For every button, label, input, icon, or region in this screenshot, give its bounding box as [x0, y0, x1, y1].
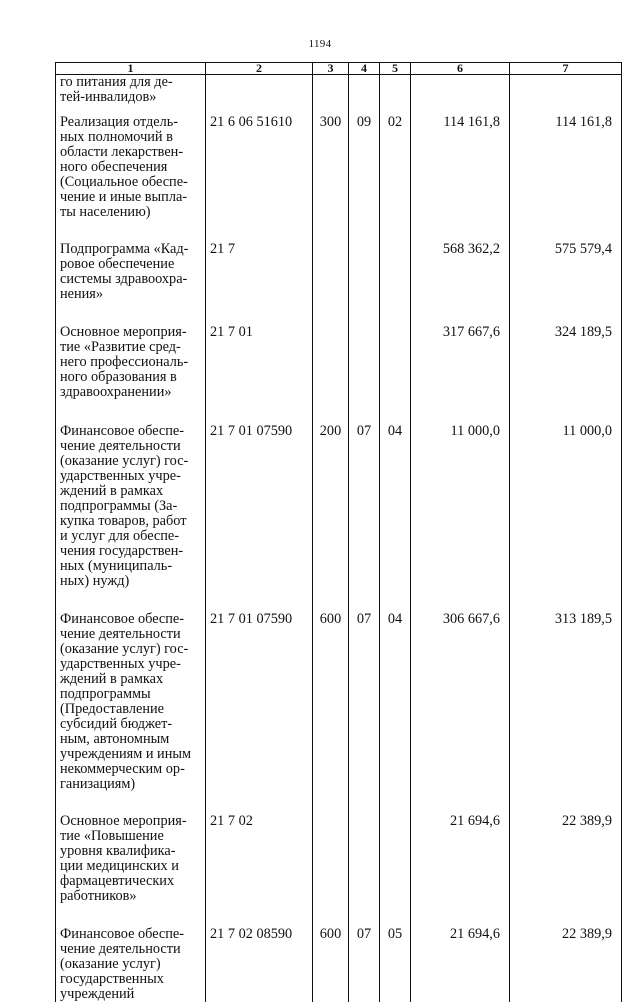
- row-name-line: ударственных учре-: [60, 469, 203, 484]
- table-row: [56, 325, 622, 424]
- row-name-line: ных (муниципаль-: [60, 559, 203, 574]
- row-name-line: учреждениям и иным: [60, 747, 203, 762]
- row-code: 21 6 06 51610: [206, 115, 313, 242]
- row-name: [56, 75, 206, 116]
- row-code: 21 7 01: [206, 325, 313, 424]
- row-subsection: [380, 325, 411, 424]
- column-header-6: 6: [411, 63, 510, 75]
- row-name-line: Финансовое обеспе-: [60, 927, 203, 942]
- row-amount-col6: 11 000,0: [411, 424, 510, 612]
- row-name-line: чение деятельности: [60, 439, 203, 454]
- row-name-line: Основное мероприя-: [60, 814, 203, 829]
- row-name-line: ждений в рамках: [60, 672, 203, 687]
- row-name-line: Финансовое обеспе-: [60, 612, 203, 627]
- row-name-line: тей-инвалидов»: [60, 90, 203, 105]
- row-type-code: [313, 242, 349, 325]
- row-type-code: 300: [313, 115, 349, 242]
- row-type-code: 600: [313, 612, 349, 814]
- row-name-line: ных) нужд): [60, 574, 203, 589]
- row-name-line: здравоохранении»: [60, 385, 203, 400]
- page-number: 1194: [0, 38, 640, 50]
- row-name-line: ударственных учре-: [60, 657, 203, 672]
- table-row: [56, 814, 622, 927]
- row-section: [349, 242, 380, 325]
- row-subsection: [380, 814, 411, 927]
- row-amount-col6: 21 694,6: [411, 814, 510, 927]
- table-row: [56, 927, 622, 1002]
- row-name-line: ного обеспечения: [60, 160, 203, 175]
- row-subsection: 04: [380, 612, 411, 814]
- column-header-1: 1: [56, 63, 206, 75]
- row-name-line: (Социальное обеспе-: [60, 175, 203, 190]
- row-code: 21 7 02: [206, 814, 313, 927]
- row-amount-col7: 22 389,9: [510, 927, 622, 1002]
- row-name-line: чения государствен-: [60, 544, 203, 559]
- row-amount-col7: 22 389,9: [510, 814, 622, 927]
- table-row: [56, 242, 622, 325]
- row-name: [56, 424, 206, 612]
- row-name-line: (Предоставление: [60, 702, 203, 717]
- row-amount-col7: 11 000,0: [510, 424, 622, 612]
- row-section: [349, 814, 380, 927]
- row-name-line: чение и иные выпла-: [60, 190, 203, 205]
- column-header-5: 5: [380, 63, 411, 75]
- row-amount-col6: 306 667,6: [411, 612, 510, 814]
- row-name-line: ганизациям): [60, 777, 203, 792]
- table-row: [56, 424, 622, 612]
- row-name-line: некоммерческим ор-: [60, 762, 203, 777]
- row-section: [349, 75, 380, 116]
- row-name-line: и услуг для обеспе-: [60, 529, 203, 544]
- row-name-line: ного образования в: [60, 370, 203, 385]
- row-name: [56, 325, 206, 424]
- row-amount-col7: 575 579,4: [510, 242, 622, 325]
- row-name-line: чение деятельности: [60, 627, 203, 642]
- row-name-line: государственных: [60, 972, 203, 987]
- column-header-3: 3: [313, 63, 349, 75]
- row-name-line: области лекарствен-: [60, 145, 203, 160]
- row-name-line: (оказание услуг) гос-: [60, 642, 203, 657]
- row-section: 07: [349, 612, 380, 814]
- row-amount-col6: 317 667,6: [411, 325, 510, 424]
- row-name-line: подпрограммы (За-: [60, 499, 203, 514]
- row-code: 21 7 02 08590: [206, 927, 313, 1002]
- row-name-line: (оказание услуг) гос-: [60, 454, 203, 469]
- row-amount-col6: [411, 75, 510, 116]
- row-amount-col7: 114 161,8: [510, 115, 622, 242]
- row-type-code: [313, 325, 349, 424]
- row-code: 21 7 01 07590: [206, 424, 313, 612]
- row-name-line: ным, автономным: [60, 732, 203, 747]
- row-name-line: него профессиональ-: [60, 355, 203, 370]
- budget-table: [55, 62, 622, 1002]
- row-name-line: ровое обеспечение: [60, 257, 203, 272]
- row-amount-col6: 568 362,2: [411, 242, 510, 325]
- row-amount-col6: 21 694,6: [411, 927, 510, 1002]
- row-amount-col6: 114 161,8: [411, 115, 510, 242]
- row-name-line: тие «Развитие сред-: [60, 340, 203, 355]
- column-header-2: 2: [206, 63, 313, 75]
- row-subsection: 04: [380, 424, 411, 612]
- row-section: 07: [349, 927, 380, 1002]
- row-name-line: нения»: [60, 287, 203, 302]
- row-name-line: системы здравоохра-: [60, 272, 203, 287]
- row-type-code: 600: [313, 927, 349, 1002]
- row-name-line: тие «Повышение: [60, 829, 203, 844]
- row-name-line: чение деятельности: [60, 942, 203, 957]
- header-row: [56, 63, 622, 75]
- row-subsection: 05: [380, 927, 411, 1002]
- row-code: [206, 75, 313, 116]
- row-section: 09: [349, 115, 380, 242]
- row-name-line: подпрограммы: [60, 687, 203, 702]
- row-name-line: Подпрограмма «Кад-: [60, 242, 203, 257]
- row-code: 21 7 01 07590: [206, 612, 313, 814]
- row-name-line: ты населению): [60, 205, 203, 220]
- row-amount-col7: [510, 75, 622, 116]
- row-name-line: (оказание услуг): [60, 957, 203, 972]
- row-section: 07: [349, 424, 380, 612]
- row-name-line: уровня квалифика-: [60, 844, 203, 859]
- table-body: [56, 75, 622, 1002]
- row-name-line: го питания для де-: [60, 75, 203, 90]
- row-name-line: Основное мероприя-: [60, 325, 203, 340]
- row-name-line: ных полномочий в: [60, 130, 203, 145]
- row-name-line: Реализация отдель-: [60, 115, 203, 130]
- row-type-code: [313, 814, 349, 927]
- row-name: [56, 612, 206, 814]
- row-subsection: [380, 75, 411, 116]
- row-type-code: [313, 75, 349, 116]
- row-name: [56, 242, 206, 325]
- row-subsection: [380, 242, 411, 325]
- table-row: [56, 612, 622, 814]
- row-name-line: фармацевтических: [60, 874, 203, 889]
- column-header-7: 7: [510, 63, 622, 75]
- row-name-line: Финансовое обеспе-: [60, 424, 203, 439]
- column-header-4: 4: [349, 63, 380, 75]
- row-amount-col7: 324 189,5: [510, 325, 622, 424]
- row-amount-col7: 313 189,5: [510, 612, 622, 814]
- row-name: [56, 814, 206, 927]
- row-name-line: ждений в рамках: [60, 484, 203, 499]
- row-name: [56, 115, 206, 242]
- row-type-code: 200: [313, 424, 349, 612]
- row-subsection: 02: [380, 115, 411, 242]
- row-name-line: работников»: [60, 889, 203, 904]
- table-row: [56, 115, 622, 242]
- row-name-line: ции медицинских и: [60, 859, 203, 874]
- row-name-line: субсидий бюджет-: [60, 717, 203, 732]
- table-row: [56, 75, 622, 116]
- row-name-line: купка товаров, работ: [60, 514, 203, 529]
- row-section: [349, 325, 380, 424]
- row-name: [56, 927, 206, 1002]
- row-code: 21 7: [206, 242, 313, 325]
- row-name-line: учреждений: [60, 987, 203, 1002]
